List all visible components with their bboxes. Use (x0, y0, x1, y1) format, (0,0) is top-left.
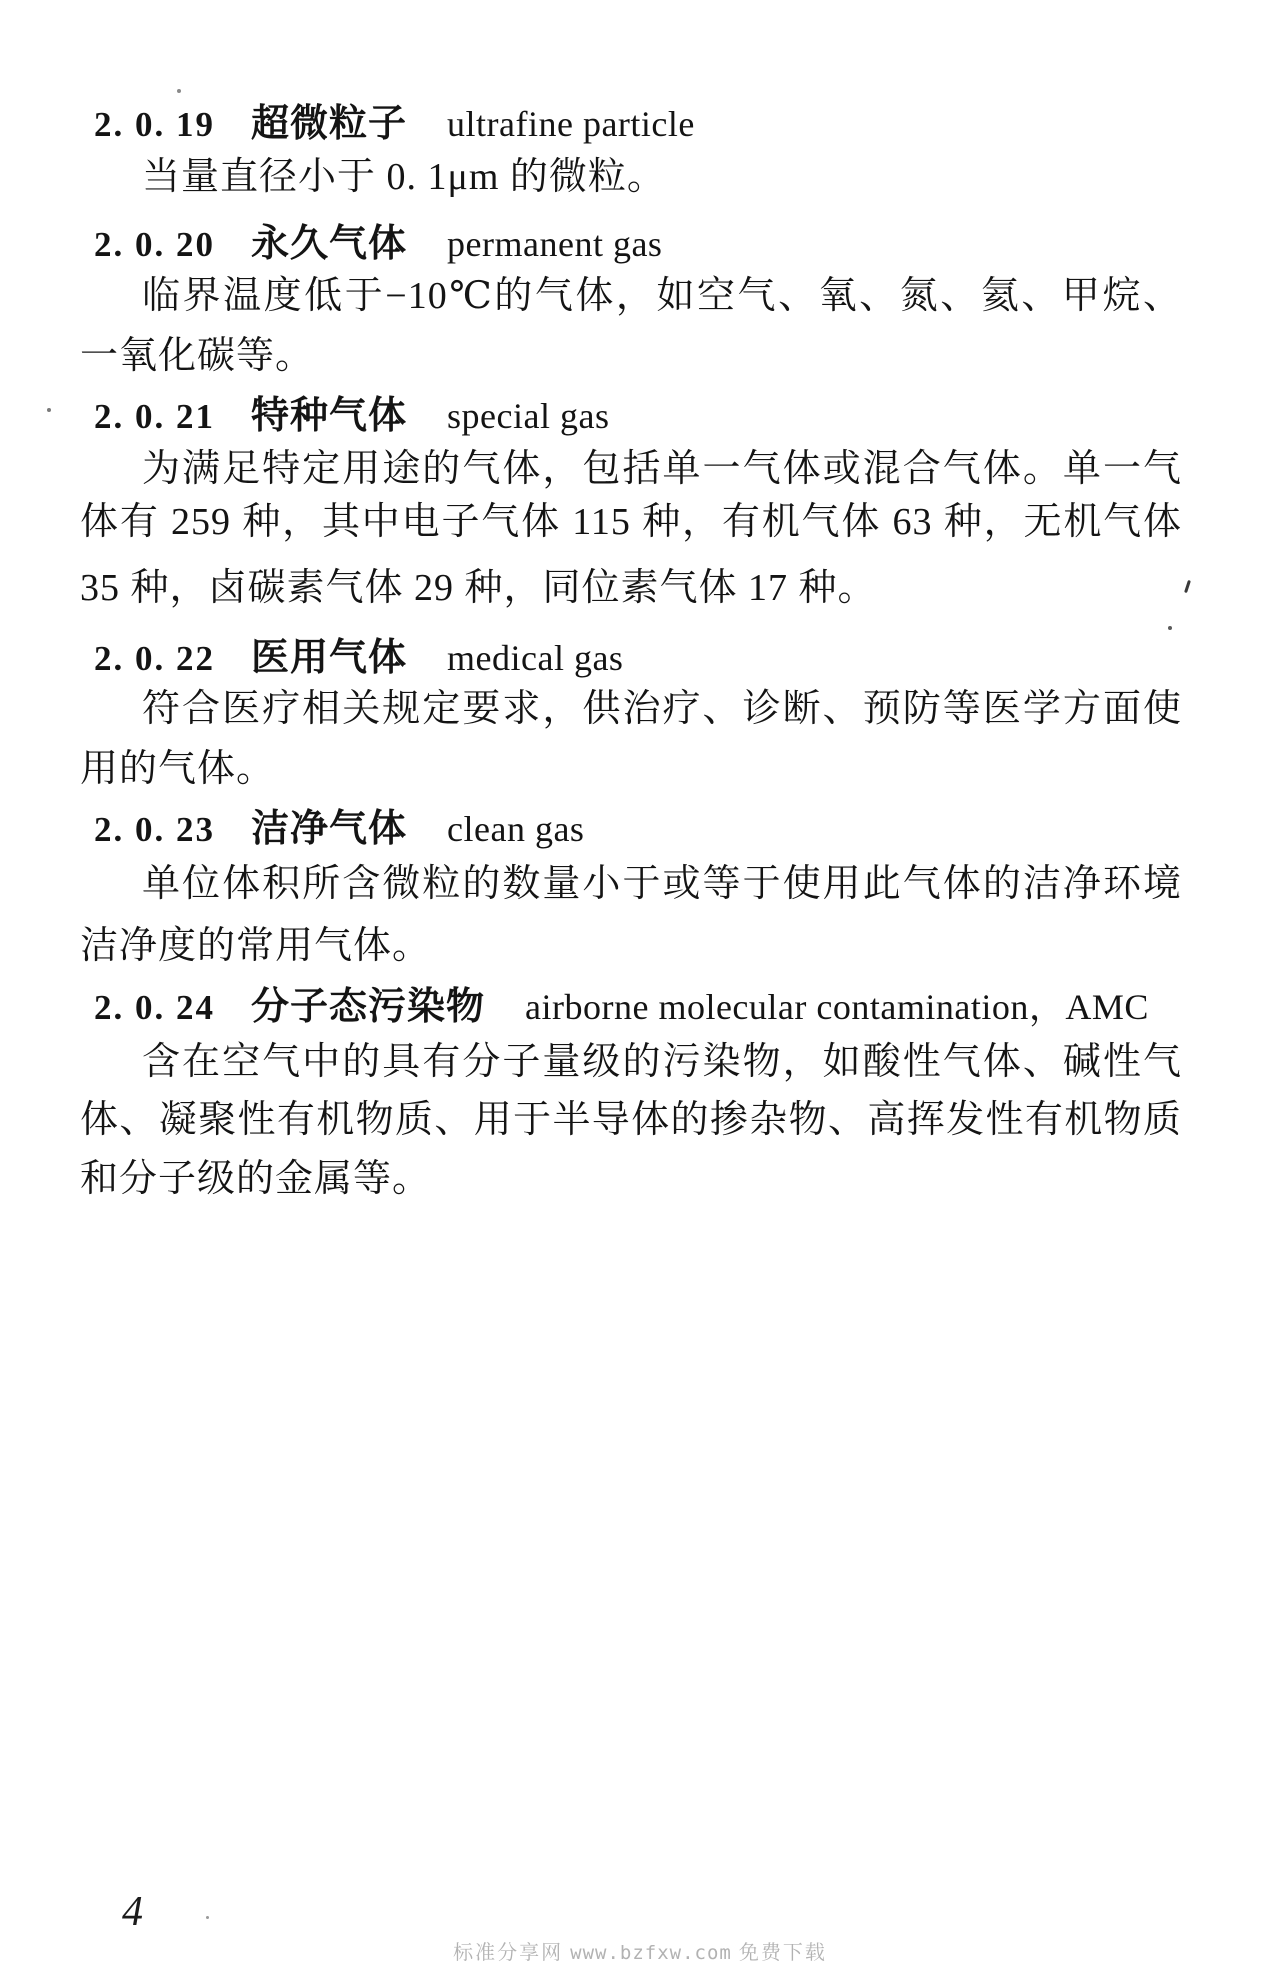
definition-line: 一氧化碳等。 (80, 335, 315, 377)
definition-line: 含在空气中的具有分子量级的污染物，如酸性气体、碱性气 (142, 1041, 1182, 1083)
term-english: clean gas (447, 809, 585, 849)
scan-speck (177, 89, 181, 93)
definition-line: 35 种，卤碳素气体 29 种，同位素气体 17 种。 (80, 567, 877, 609)
term-english: medical gas (447, 638, 624, 678)
definition-line: 单位体积所含微粒的数量小于或等于使用此气体的洁净环境 (142, 863, 1182, 905)
term-english: special gas (447, 396, 610, 436)
scan-speck (47, 408, 51, 412)
term-heading-2--0--19 (80, 103, 1196, 146)
term-chinese: 洁净气体 (251, 808, 408, 850)
definition-line: 体、凝聚性有机物质、用于半导体的掺杂物、高挥发性有机物质 (80, 1099, 1182, 1141)
term-heading-2--0--23 (80, 808, 1196, 851)
term-heading-2--0--22 (80, 637, 1196, 680)
term-english: ultrafine particle (447, 104, 695, 144)
term-heading-2--0--24 (80, 986, 1196, 1029)
definition-line: 和分子级的金属等。 (80, 1158, 432, 1200)
scan-speck (1168, 626, 1172, 630)
scan-speck (206, 1916, 209, 1919)
footer-site-url: www.bzfxw.com (570, 1942, 732, 1964)
term-number: 2. 0. 21 (94, 397, 215, 436)
page-number: 4 (122, 1889, 143, 1935)
term-heading-2--0--20 (80, 223, 1196, 266)
footer-watermark (453, 1936, 827, 1965)
definition-line: 临界温度低于−10℃的气体，如空气、氧、氮、氦、甲烷、 (142, 275, 1182, 317)
term-chinese: 分子态污染物 (251, 986, 486, 1028)
term-chinese: 医用气体 (251, 637, 408, 679)
term-english: permanent gas (447, 224, 663, 264)
term-number: 2. 0. 19 (94, 105, 215, 144)
term-number: 2. 0. 23 (94, 810, 215, 849)
term-chinese: 超微粒子 (251, 103, 408, 145)
term-number: 2. 0. 24 (94, 988, 215, 1027)
definition-line: 用的气体。 (80, 748, 276, 790)
term-chinese: 特种气体 (251, 395, 408, 437)
term-english: airborne molecular contamination，AMC (525, 987, 1149, 1027)
definition-line: 体有 259 种，其中电子气体 115 种，有机气体 63 种，无机气体 (80, 501, 1182, 543)
footer-site-name: 标准分享网 (453, 1942, 564, 1964)
term-number: 2. 0. 20 (94, 225, 215, 264)
term-heading-2--0--21 (80, 395, 1196, 438)
definition-line: 洁净度的常用气体。 (80, 925, 432, 967)
definition-line: 符合医疗相关规定要求，供治疗、诊断、预防等医学方面使 (142, 688, 1182, 730)
term-number: 2. 0. 22 (94, 639, 215, 678)
definition-line: 当量直径小于 0. 1μm 的微粒。 (142, 156, 666, 198)
footer-download-note: 免费下载 (738, 1942, 827, 1964)
definition-line: 为满足特定用途的气体，包括单一气体或混合气体。单一气 (142, 448, 1182, 490)
term-chinese: 永久气体 (251, 223, 408, 265)
